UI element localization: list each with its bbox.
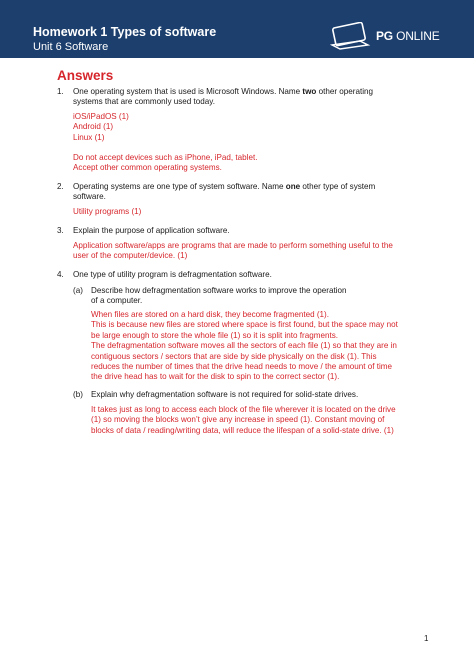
page-subtitle: Unit 6 Software (33, 41, 109, 53)
question-number: 3. (57, 226, 64, 235)
question-2-answer: Utility programs (1) (73, 207, 142, 216)
page-header (0, 0, 474, 58)
page-number: 1 (424, 634, 429, 643)
question-1-answers: iOS/iPadOS (1) Android (1) Linux (1) (73, 112, 129, 142)
question-4b-answer: It takes just as long to access each block of the file wherever it is located on the drive (1) so moving the blocks won’t give any increase in speed (1). Constant moving of blocks of data / reading/writing data, will reduce the lifespan of a solid-state drive. (1) (91, 405, 396, 435)
question-3-text: Explain the purpose of application software. (73, 226, 230, 235)
answers-heading: Answers (57, 68, 114, 83)
logo-wordmark: PG ONLINE (376, 29, 440, 43)
question-4a-text: Describe how defragmentation software works to improve the operation of a computer. (91, 286, 347, 306)
laptop-icon (330, 22, 374, 50)
part-label: (a) (73, 286, 83, 295)
question-1-marking-note: Do not accept devices such as iPhone, iPad, tablet. Accept other common operating systems. (73, 153, 258, 173)
question-4b-text: Explain why defragmentation software is not required for solid-state drives. (91, 390, 359, 399)
part-label: (b) (73, 390, 83, 399)
question-3-answer: Application software/apps are programs that are made to perform something useful to the user of the computer/device. (1) (73, 241, 393, 261)
page-title: Homework 1 Types of software (33, 25, 217, 39)
question-number: 1. (57, 87, 64, 96)
question-4-text: One type of utility program is defragmentation software. (73, 270, 272, 279)
pg-online-logo (330, 22, 442, 50)
question-number: 2. (57, 182, 64, 191)
question-2-text: Operating systems are one type of system software. Name one other type of system software. (73, 182, 376, 202)
question-number: 4. (57, 270, 64, 279)
question-4a-answer: When files are stored on a hard disk, they become fragmented (1). This is because new files are stored where space is first found, but the space may not be large enough to store the whole file (1) so it is split into fragments. The defragmentation software moves all the sectors of each file (1) so that they are in contiguous sectors / sectors that are side by side physically on the disk (1). This reduces the number of times that the drive head needs to move / the amount of time the drive head has to wait for the disk to spin to the correct sector (1). (91, 310, 398, 382)
question-1-text: One operating system that is used is Microsoft Windows. Name two other operating systems that are commonly used today. (73, 87, 374, 107)
